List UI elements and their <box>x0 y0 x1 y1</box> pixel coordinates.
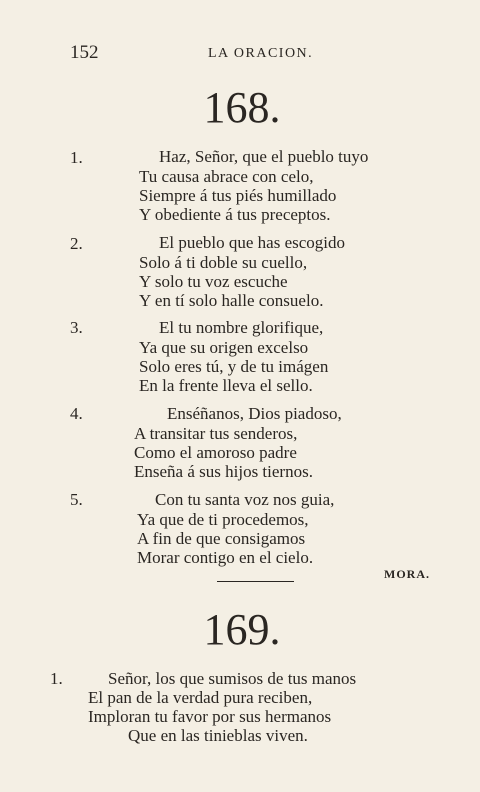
verse-line: Solo eres tú, y de tu imágen <box>139 357 329 376</box>
verse-line: Ya que su origen excelso <box>139 338 309 357</box>
verse-line: Que en las tinieblas viven. <box>128 726 308 745</box>
running-head: LA ORACION. <box>208 46 314 61</box>
stanza-number: 1. <box>70 148 83 167</box>
verse-line: El tu nombre glorifique, <box>159 318 324 337</box>
verse-line: Imploran tu favor por sus hermanos <box>88 707 332 726</box>
stanza-number: 4. <box>70 404 83 423</box>
hymn-number: 168. <box>203 83 281 132</box>
verse-line: Haz, Señor, que el pueblo tuyo <box>159 147 369 166</box>
verse-line: Ya que de ti procedemos, <box>137 510 309 529</box>
verse-line: Y en tí solo halle consuelo. <box>139 291 324 310</box>
verse-line: Solo á ti doble su cuello, <box>139 253 308 272</box>
verse-line: Enséñanos, Dios piadoso, <box>167 404 342 423</box>
stanza-number: 5. <box>70 490 83 509</box>
stanza-number: 2. <box>70 234 83 253</box>
verse-line: Morar contigo en el cielo. <box>137 548 314 567</box>
hymn-number: 169. <box>203 605 281 654</box>
attribution: MORA. <box>384 567 430 581</box>
stanza-number: 1. <box>50 669 63 688</box>
verse-line: A transitar tus senderos, <box>134 424 298 443</box>
verse-line: El pan de la verdad pura reciben, <box>88 688 313 707</box>
verse-line: Tu causa abrace con celo, <box>139 167 314 186</box>
verse-line: Siempre á tus piés humillado <box>139 186 337 205</box>
verse-line: Señor, los que sumisos de tus manos <box>108 669 357 688</box>
verse-line: Y solo tu voz escuche <box>139 272 288 291</box>
verse-line: Con tu santa voz nos guia, <box>155 490 335 509</box>
verse-line: Y obediente á tus preceptos. <box>139 205 331 224</box>
verse-line: Enseña á sus hijos tiernos. <box>134 462 313 481</box>
verse-line: En la frente lleva el sello. <box>139 376 313 395</box>
verse-line: A fin de que consigamos <box>137 529 306 548</box>
stanza-number: 3. <box>70 318 83 337</box>
page-number: 152 <box>70 42 99 63</box>
verse-line: Como el amoroso padre <box>134 443 297 462</box>
section-divider <box>217 581 294 582</box>
verse-line: El pueblo que has escogido <box>159 233 346 252</box>
